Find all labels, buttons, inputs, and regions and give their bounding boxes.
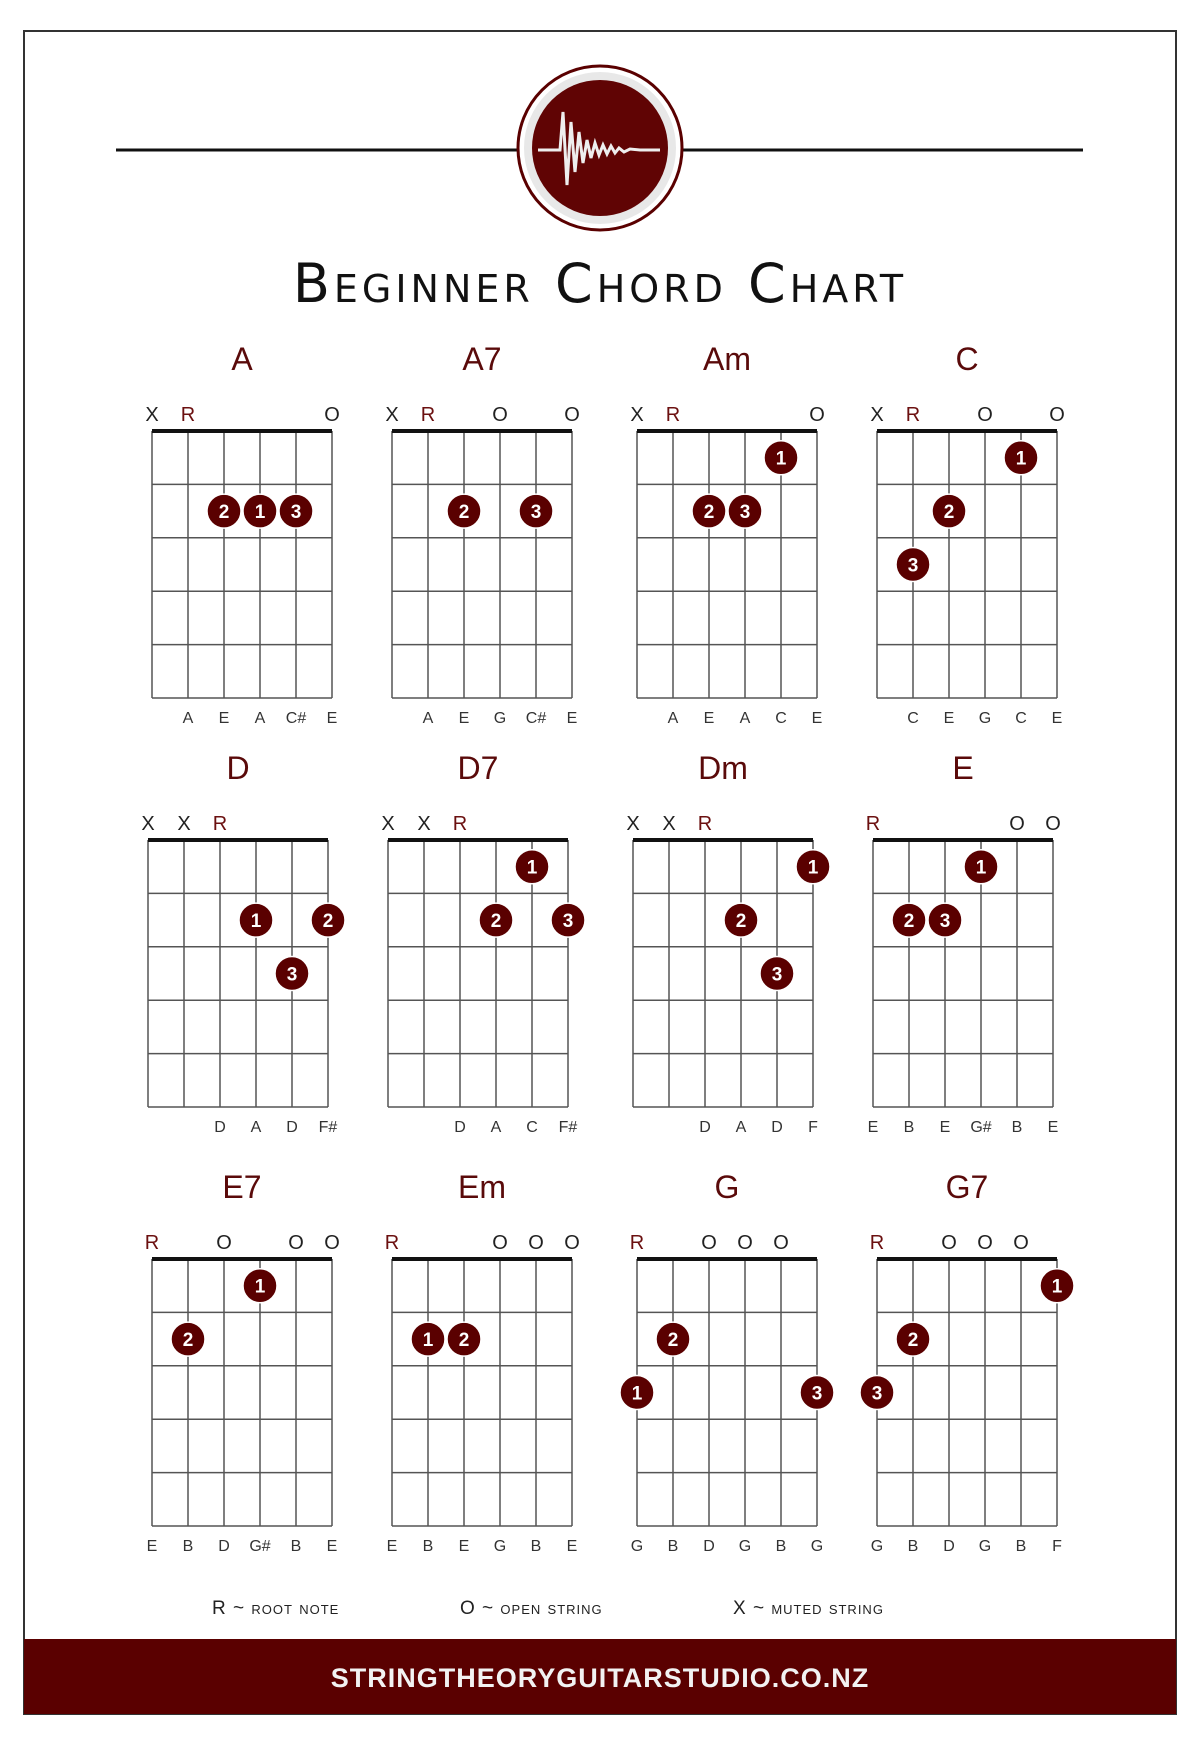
legend-muted: X ~ muted string <box>733 1598 884 1619</box>
muted-marker: X <box>417 813 431 835</box>
string-note: D <box>214 1119 226 1136</box>
open-marker: O <box>1045 813 1061 835</box>
finger-number: 1 <box>775 448 787 470</box>
muted-marker: X <box>177 813 191 835</box>
string-note: C <box>775 710 787 727</box>
chord-name: A <box>231 341 253 377</box>
string-note: G <box>493 1538 507 1555</box>
string-note: B <box>1015 1538 1027 1555</box>
string-note: C# <box>525 710 547 727</box>
finger-number: 2 <box>322 911 334 933</box>
string-note: G <box>630 1538 644 1555</box>
open-marker: O <box>737 1232 753 1254</box>
string-note: A <box>739 710 751 727</box>
string-note: D <box>943 1538 955 1555</box>
string-note: G <box>978 710 992 727</box>
finger-number: 3 <box>907 555 919 577</box>
finger-dot <box>964 850 998 884</box>
legend-open: O ~ open string <box>460 1598 603 1619</box>
finger-dot <box>928 903 962 937</box>
string-note: D <box>771 1119 783 1136</box>
string-note: E <box>386 1538 398 1555</box>
string-note: F <box>1052 1538 1062 1555</box>
finger-dot <box>896 1322 930 1356</box>
muted-marker: X <box>630 404 644 426</box>
finger-dot <box>764 441 798 475</box>
root-marker: R <box>869 1232 885 1254</box>
string-note: E <box>811 710 823 727</box>
finger-dot <box>620 1376 654 1410</box>
chord-name: E7 <box>222 1169 262 1205</box>
root-marker: R <box>452 813 468 835</box>
string-note: D <box>286 1119 298 1136</box>
string-note: D <box>454 1119 466 1136</box>
finger-number: 2 <box>903 911 915 933</box>
open-marker: O <box>288 1232 304 1254</box>
string-note: A <box>735 1119 747 1136</box>
string-note: E <box>326 710 338 727</box>
string-note: E <box>939 1119 951 1136</box>
string-note: E <box>1047 1119 1059 1136</box>
finger-dot <box>243 1269 277 1303</box>
string-note: A <box>250 1119 262 1136</box>
string-note: B <box>182 1538 194 1555</box>
finger-dot <box>275 957 309 991</box>
finger-dot <box>896 548 930 582</box>
open-marker: O <box>216 1232 232 1254</box>
string-note: B <box>903 1119 915 1136</box>
chord-name: G <box>714 1169 740 1205</box>
string-note: G# <box>970 1119 992 1136</box>
finger-number: 2 <box>458 1330 470 1352</box>
chord-name: C <box>955 341 979 377</box>
finger-number: 2 <box>218 502 230 524</box>
string-note: G <box>870 1538 884 1555</box>
finger-dot <box>724 903 758 937</box>
string-note: E <box>703 710 715 727</box>
string-note: A <box>667 710 679 727</box>
muted-marker: X <box>381 813 395 835</box>
finger-dot <box>207 494 241 528</box>
string-note: E <box>458 1538 470 1555</box>
string-note: D <box>703 1538 715 1555</box>
finger-dot <box>519 494 553 528</box>
string-note: C# <box>285 710 307 727</box>
string-note: E <box>458 710 470 727</box>
muted-marker: X <box>145 404 159 426</box>
string-note: B <box>667 1538 679 1555</box>
muted-marker: X <box>870 404 884 426</box>
open-marker: O <box>977 1232 993 1254</box>
chord-name: Am <box>703 341 751 377</box>
chord-name: G7 <box>945 1169 989 1205</box>
open-marker: O <box>564 404 580 426</box>
finger-number: 1 <box>250 911 262 933</box>
finger-dot <box>447 1322 481 1356</box>
finger-dot <box>656 1322 690 1356</box>
finger-number: 2 <box>735 911 747 933</box>
root-marker: R <box>905 404 921 426</box>
root-marker: R <box>629 1232 645 1254</box>
finger-dot <box>692 494 726 528</box>
finger-dot <box>411 1322 445 1356</box>
string-note: E <box>867 1119 879 1136</box>
string-note: E <box>146 1538 158 1555</box>
finger-dot <box>796 850 830 884</box>
finger-dot <box>800 1376 834 1410</box>
finger-dot <box>171 1322 205 1356</box>
finger-dot <box>479 903 513 937</box>
finger-dot <box>860 1376 894 1410</box>
finger-number: 2 <box>490 911 502 933</box>
string-note: E <box>218 710 230 727</box>
string-note: C <box>1015 710 1027 727</box>
open-marker: O <box>324 404 340 426</box>
root-marker: R <box>865 813 881 835</box>
finger-number: 3 <box>530 502 542 524</box>
finger-number: 3 <box>871 1383 883 1405</box>
string-note: C <box>907 710 919 727</box>
root-marker: R <box>212 813 228 835</box>
finger-dot <box>243 494 277 528</box>
finger-number: 1 <box>526 857 538 879</box>
string-note: F <box>808 1119 818 1136</box>
chord-name: Dm <box>698 750 748 786</box>
string-note: A <box>254 710 266 727</box>
open-marker: O <box>977 404 993 426</box>
string-note: A <box>422 710 434 727</box>
finger-number: 1 <box>631 1383 643 1405</box>
finger-dot <box>932 494 966 528</box>
string-note: G <box>738 1538 752 1555</box>
chord-name: D <box>226 750 250 786</box>
finger-number: 1 <box>254 1276 266 1298</box>
chord-name: E <box>952 750 974 786</box>
muted-marker: X <box>141 813 155 835</box>
finger-dot <box>1040 1269 1074 1303</box>
open-marker: O <box>941 1232 957 1254</box>
finger-dot <box>239 903 273 937</box>
open-marker: O <box>809 404 825 426</box>
finger-dot <box>892 903 926 937</box>
muted-marker: X <box>626 813 640 835</box>
finger-number: 2 <box>667 1330 679 1352</box>
root-marker: R <box>697 813 713 835</box>
finger-number: 3 <box>939 911 951 933</box>
string-note: E <box>1051 710 1063 727</box>
finger-number: 3 <box>739 502 751 524</box>
string-note: A <box>182 710 194 727</box>
string-note: G <box>978 1538 992 1555</box>
footer-website[interactable]: STRINGTHEORYGUITARSTUDIO.CO.NZ <box>330 1663 870 1693</box>
logo-disc <box>532 80 668 216</box>
finger-number: 3 <box>290 502 302 524</box>
finger-number: 1 <box>807 857 819 879</box>
finger-dot <box>1004 441 1038 475</box>
string-note: A <box>490 1119 502 1136</box>
string-note: E <box>566 710 578 727</box>
string-note: F# <box>558 1119 578 1136</box>
string-note: E <box>326 1538 338 1555</box>
open-marker: O <box>492 1232 508 1254</box>
chord-name: A7 <box>462 341 502 377</box>
open-marker: O <box>492 404 508 426</box>
string-note: B <box>907 1538 919 1555</box>
finger-number: 3 <box>286 964 298 986</box>
finger-number: 2 <box>703 502 715 524</box>
string-note: B <box>1011 1119 1023 1136</box>
finger-number: 1 <box>975 857 987 879</box>
legend <box>212 1598 884 1619</box>
open-marker: O <box>1049 404 1065 426</box>
root-marker: R <box>144 1232 160 1254</box>
open-marker: O <box>1013 1232 1029 1254</box>
string-note: B <box>422 1538 434 1555</box>
legend-root: R ~ root note <box>212 1598 340 1619</box>
finger-number: 3 <box>562 911 574 933</box>
muted-marker: X <box>662 813 676 835</box>
root-marker: R <box>420 404 436 426</box>
string-note: D <box>699 1119 711 1136</box>
string-note: B <box>530 1538 542 1555</box>
open-marker: O <box>773 1232 789 1254</box>
root-marker: R <box>384 1232 400 1254</box>
string-note: C <box>526 1119 538 1136</box>
muted-marker: X <box>385 404 399 426</box>
open-marker: O <box>701 1232 717 1254</box>
finger-number: 2 <box>907 1330 919 1352</box>
finger-dot <box>728 494 762 528</box>
finger-number: 2 <box>182 1330 194 1352</box>
string-note: G <box>493 710 507 727</box>
chord-name: Em <box>458 1169 506 1205</box>
finger-dot <box>311 903 345 937</box>
finger-dot <box>551 903 585 937</box>
finger-number: 3 <box>811 1383 823 1405</box>
open-marker: O <box>324 1232 340 1254</box>
open-marker: O <box>528 1232 544 1254</box>
finger-dot <box>279 494 313 528</box>
finger-dot <box>515 850 549 884</box>
open-marker: O <box>564 1232 580 1254</box>
string-note: E <box>566 1538 578 1555</box>
chord-name: D7 <box>457 750 499 786</box>
string-note: B <box>775 1538 787 1555</box>
root-marker: R <box>180 404 196 426</box>
finger-number: 1 <box>1051 1276 1063 1298</box>
open-marker: O <box>1009 813 1025 835</box>
finger-number: 1 <box>1015 448 1027 470</box>
finger-dot <box>447 494 481 528</box>
string-note: E <box>943 710 955 727</box>
finger-number: 3 <box>771 964 783 986</box>
finger-number: 2 <box>458 502 470 524</box>
finger-number: 1 <box>422 1330 434 1352</box>
string-note: G <box>810 1538 824 1555</box>
string-note: G# <box>249 1538 271 1555</box>
string-note: F# <box>318 1119 338 1136</box>
finger-number: 1 <box>254 502 266 524</box>
string-note: D <box>218 1538 230 1555</box>
finger-number: 2 <box>943 502 955 524</box>
root-marker: R <box>665 404 681 426</box>
string-note: B <box>290 1538 302 1555</box>
finger-dot <box>760 957 794 991</box>
page-title: Beginner Chord Chart <box>292 252 908 315</box>
